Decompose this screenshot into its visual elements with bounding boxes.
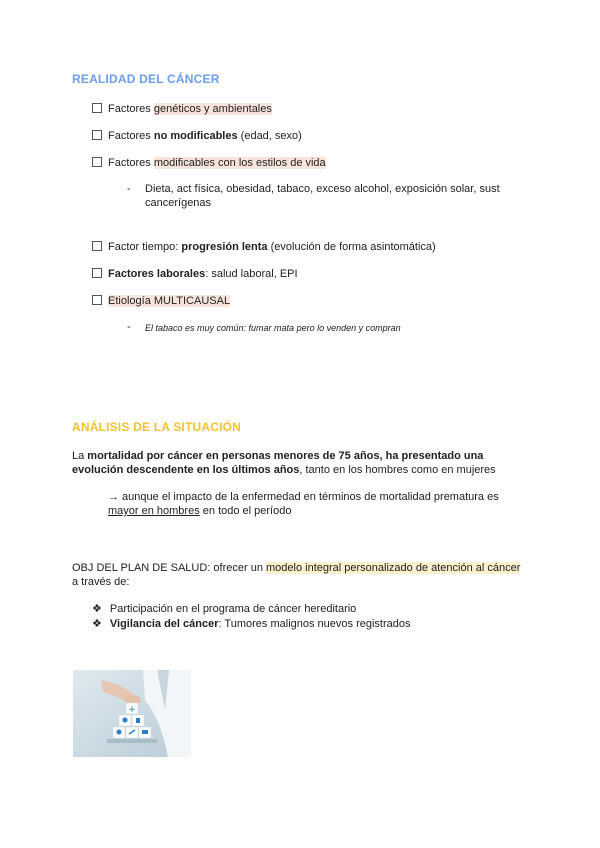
dash-bullet: - [127, 321, 131, 333]
section-title-analisis: ANÁLISIS DE LA SITUACIÓN [72, 420, 242, 434]
sub-item-text: Dieta, act física, obesidad, tabaco, exceso alcohol, exposición solar, sust [145, 183, 500, 195]
paragraph-line: evolución descendente en los últimos años, tanto en los hombres como en mujeres [72, 464, 496, 476]
paragraph-line: → aunque el impacto de la enfermedad en términos de mortalidad prematura es [108, 491, 499, 503]
diamond-bullet-icon: ❖ [92, 603, 102, 615]
objective-line: a través de: [72, 576, 130, 588]
list-item: Factores genéticos y ambientales [92, 102, 272, 116]
list-item: Factores no modificables (edad, sexo) [92, 129, 302, 143]
bullet-item: ❖ Vigilancia del cáncer: Tumores malignos nuevos registrados [92, 618, 411, 630]
health-blocks-photo [73, 670, 191, 757]
health-blocks-image [73, 670, 191, 757]
sub-item-italic: El tabaco es muy común: fumar mata pero lo venden y compran [145, 323, 401, 333]
checkbox-icon [92, 241, 102, 251]
list-item: Etiología MULTICAUSAL [92, 294, 230, 308]
checkbox-icon [92, 268, 102, 278]
diamond-bullet-icon: ❖ [92, 618, 102, 630]
checkbox-icon [92, 295, 102, 305]
sub-item-text: cancerígenas [145, 197, 212, 209]
bullet-item: ❖ Participación en el programa de cáncer hereditario [92, 603, 357, 615]
list-item: Factores laborales: salud laboral, EPI [92, 267, 298, 281]
list-item: Factores modificables con los estilos de vida [92, 156, 326, 170]
paragraph-line: mayor en hombres en todo el período [108, 505, 292, 517]
svg-text:+: + [128, 705, 136, 715]
checkbox-icon [92, 103, 102, 113]
paragraph-line: La mortalidad por cáncer en personas menores de 75 años, ha presentado una [72, 450, 484, 462]
section-title-realidad: REALIDAD DEL CÁNCER [72, 72, 220, 86]
checkbox-icon [92, 157, 102, 167]
list-item: Factor tiempo: progresión lenta (evolución de forma asintomática) [92, 240, 436, 254]
dash-bullet: - [127, 183, 131, 195]
objective-line: OBJ DEL PLAN DE SALUD: ofrecer un modelo integral personalizado de atención al cáncer [72, 562, 521, 574]
checkbox-icon [92, 130, 102, 140]
